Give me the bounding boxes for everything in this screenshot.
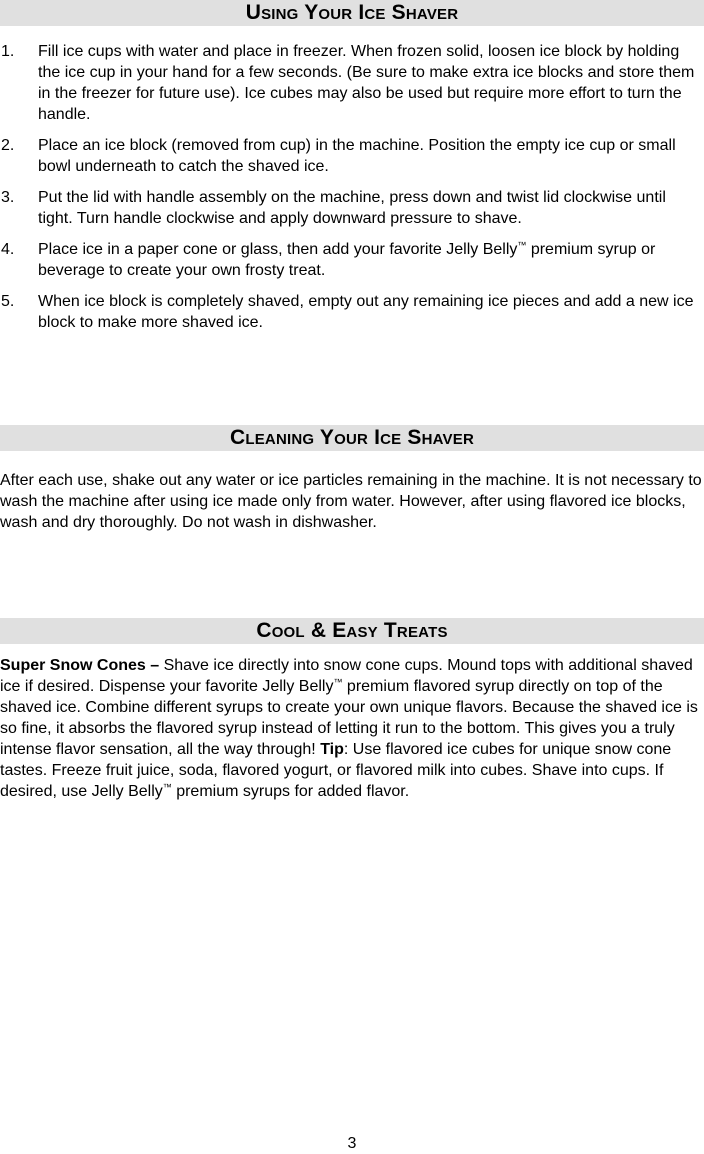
- cleaning-paragraph: After each use, shake out any water or ice particles remaining in the machine. It is not necessary to wash the machine after using ice made only from water. However, after using flavored ice blocks, wash and dry thoroughly. Do not wash in dishwasher.: [0, 472, 702, 531]
- using-steps-list: [0, 41, 704, 333]
- step-4: [0, 239, 704, 281]
- step-text: Place an ice block (removed from cup) in the machine. Position the empty ice cup or small bowl underneath to catch the shaved ice.: [38, 137, 676, 175]
- step-text: When ice block is completely shaved, empty out any remaining ice pieces and add a new ice block to make more shaved ice.: [38, 293, 694, 331]
- step-number: 2.: [1, 137, 15, 154]
- treat-text-3: : Use flavored ice cubes for unique snow cone tastes. Freeze fruit juice, soda, flavored yogurt, or flavored milk into cubes. Shave into cups. If desired, use Jelly Belly: [0, 741, 672, 800]
- step-1: [0, 41, 704, 125]
- step-5: [0, 291, 704, 333]
- tip-label: Tip: [320, 741, 344, 758]
- step-text-b: premium syrup or beverage to create your own frosty treat.: [38, 241, 656, 279]
- section-heading-treats: Cool & Easy Treats: [0, 618, 704, 644]
- step-number: 5.: [1, 293, 15, 310]
- treat-name: Super Snow Cones –: [0, 657, 160, 674]
- step-number: 3.: [1, 189, 15, 206]
- trademark-mark: ™: [162, 782, 172, 792]
- step-number: 4.: [1, 241, 15, 258]
- section-heading-using: Using Your Ice Shaver: [0, 0, 704, 26]
- section-heading-cleaning: Cleaning Your Ice Shaver: [0, 425, 704, 451]
- step-3: [0, 187, 704, 229]
- treat-text-4: premium syrups for added flavor.: [171, 783, 410, 800]
- treats-paragraph: [0, 655, 704, 802]
- trademark-mark: ™: [517, 240, 527, 250]
- step-text: Put the lid with handle assembly on the machine, press down and twist lid clockwise until tight. Turn handle clockwise and apply downward pressure to shave.: [38, 189, 666, 227]
- step-number: 1.: [1, 43, 15, 60]
- step-text: Fill ice cups with water and place in freezer. When frozen solid, loosen ice block by holding the ice cup in your hand for a few seconds. (Be sure to make extra ice blocks and store them in the freezer for future use). Ice cubes may also be used but require more effort to turn the handle.: [38, 43, 695, 123]
- treat-text-1: Shave ice directly into snow cone cups. Mound tops with additional shaved ice if desired. Dispense your favorite Jelly Belly: [0, 657, 693, 695]
- step-text-a: Place ice in a paper cone or glass, then add your favorite Jelly Belly: [38, 241, 518, 258]
- trademark-mark: ™: [333, 677, 343, 687]
- page-number: 3: [347, 1135, 357, 1152]
- step-2: [0, 135, 704, 177]
- treat-text-2: premium flavored syrup directly on top of the shaved ice. Combine different syrups to create your own unique flavors. Because the shaved ice is so fine, it absorbs the flavored syrup instead of letting it run to the bottom. This gives you a truly intense flavor sensation, all the way through!: [0, 678, 698, 758]
